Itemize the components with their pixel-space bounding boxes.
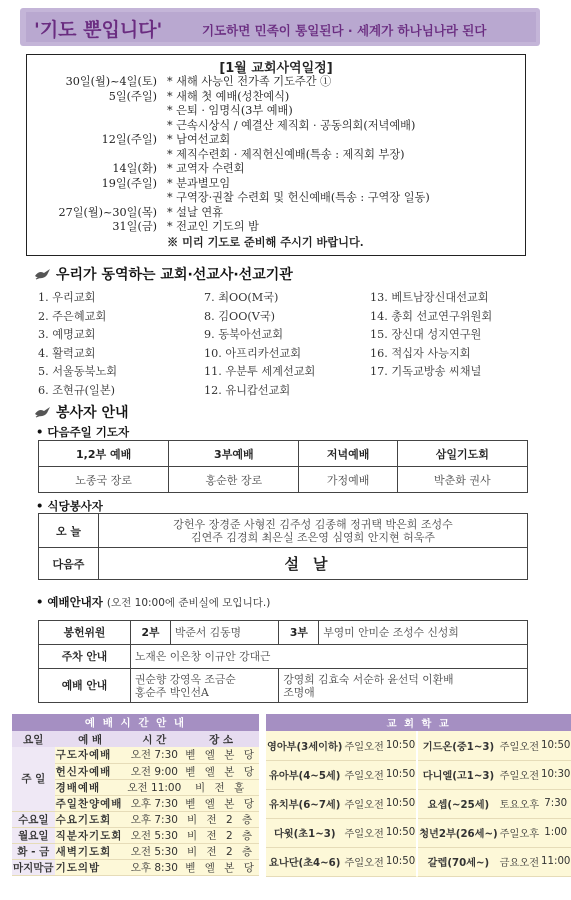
partner-item: 16. 적십자 사능지회 [370,346,471,360]
school-dept: 갈렙(70세~) [418,847,498,876]
worship-row [12,811,259,827]
partner-item: 1. 우리교회 [38,291,96,304]
worship-time: 오후 8:30 [126,859,184,875]
ushers-label-text: • 예배안내자 [36,595,103,609]
worship-col-header: 요일 [12,731,55,747]
schedule-row [27,206,525,220]
kitchen-table [38,513,528,580]
worship-place: 벧 엘 본 당 [183,747,259,763]
schedule-item: * 전교인 기도의 밤 [167,220,259,233]
worship-col-header: 시 간 [126,731,184,747]
prayer-header: 3부예배 [169,441,299,467]
school-row [266,760,571,789]
dove-icon [34,267,52,281]
school-day: 주일오전 [343,818,384,847]
school-day: 토요오후 [499,789,540,818]
schedule-item: * 새해 첫 예배(성찬예식) [167,89,290,103]
schedule-item: * 교역자 수련회 [167,162,245,175]
ushers-table [38,620,528,703]
schedule-row [27,119,525,133]
school-day: 주일오전 [343,760,384,789]
guide-names-b2: 조명애 [283,685,315,699]
partner-item: 10. 아프리카선교회 [204,346,301,360]
worship-time: 오전 9:00 [126,763,184,779]
worship-day: 수요일 [12,811,55,827]
school-time: 10:50 [385,818,416,847]
worship-place: 비 전 2 층 [183,827,259,843]
next-prayer-table [38,440,528,493]
worship-place: 벧 엘 본 당 [183,763,259,779]
school-row [266,818,571,847]
worship-service: 구도자예배 [55,747,126,763]
prayer-value: 노종국 장로 [39,467,169,493]
worship-time: 오전 5:30 [126,843,184,859]
worship-col-header: 예 배 [55,731,126,747]
school-dept: 기드온(중1~3) [418,731,498,760]
partner-item: 2. 주은혜교회 [38,309,107,323]
parking-names: 노재은 이은창 이규안 강대근 [131,645,528,669]
guide-label: 예배 안내 [39,669,131,703]
school-day: 주일오전 [343,731,384,760]
schedule-row [27,162,525,176]
guide-names-a2: 홍순주 박인선A [135,685,209,699]
worship-service: 수요기도회 [55,811,126,827]
kitchen-today-names [99,514,528,548]
guide-names-a [131,669,279,703]
guide-names-a1: 권순향 강영옥 조금순 [135,672,236,686]
schedule-item: * 구역장·권찰 수련회 및 헌신예배(특송 : 구역장 일동) [167,191,430,204]
worship-day: 마지막금 [12,859,55,875]
worship-time: 오전 7:30 [126,747,184,763]
worship-col-header: 장 소 [183,731,259,747]
guide-names-b1: 강영희 김효숙 서순하 윤선덕 이환배 [283,672,454,686]
worship-place: 비 전 2 층 [183,811,259,827]
partner-item: 11. 우분투 세계선교회 [204,365,316,378]
school-time: 1:00 [540,818,571,847]
worship-service: 헌신자예배 [55,763,126,779]
prayer-header: 저녁예배 [299,441,397,467]
partners-col-2 [204,289,315,400]
offering-2nd-names: 박준서 김동명 [171,621,279,645]
schedule-date: 14일(화) [112,162,157,175]
partner-item: 15. 장신대 성지연구원 [370,328,482,341]
schedule-date: 27일(월)~30일(목) [58,205,157,219]
school-time: 10:30 [540,760,571,789]
offering-2nd-label: 2부 [131,621,171,645]
ushers-label [36,594,270,610]
worship-service: 경배예배 [55,779,126,795]
partner-item: 4. 활력교회 [38,346,96,360]
school-dept: 다니엘(고1~3) [418,760,498,789]
schedule-item: * 근속시상식 / 예결산 제직회 · 공동의회(저녁예배) [167,118,416,132]
school-row [266,789,571,818]
partner-item: 9. 동북아선교회 [204,328,284,341]
school-dept: 다윗(초1~3) [266,818,343,847]
worship-place: 벧 엘 본 당 [183,795,259,811]
schedule-item: * 제직수련회 · 제직헌신예배(특송 : 제직회 부장) [167,147,405,161]
school-time: 7:30 [540,789,571,818]
schedule-date: 12일(주일) [101,133,157,146]
school-row [266,847,571,876]
partner-item: 13. 베트남장신대선교회 [370,291,489,304]
parking-label: 주차 안내 [39,645,131,669]
schedule-row [27,177,525,191]
kitchen-today-label: 오 늘 [39,514,99,548]
worship-time: 오후 7:30 [126,795,184,811]
schedule-row [27,90,525,104]
school-time: 10:50 [385,789,416,818]
partners-heading-label: 우리가 동역하는 교회·선교사·선교기관 [56,267,293,283]
school-dept: 유치부(6~7세) [266,789,343,818]
worship-day: 월요일 [12,827,55,843]
worship-times-table [12,714,259,876]
partner-item: 6. 조현규(일본) [38,383,115,397]
worship-service: 직분자기도회 [55,827,126,843]
schedule-row [27,104,525,118]
worship-row [12,827,259,843]
prayer-value: 박춘화 권사 [397,467,527,493]
school-dept: 유아부(4~5세) [266,760,343,789]
partners-col-3 [370,289,492,382]
church-school-table [266,714,571,877]
school-day: 주일오전 [499,760,540,789]
worship-day: 주 일 [12,747,55,811]
schedule-item: * 분과별모임 [167,176,231,190]
schedule-date: 19일(주일) [101,176,157,190]
school-day: 주일오전 [343,847,384,876]
school-dept: 영아부(3세이하) [266,731,343,760]
volunteers-heading [34,402,129,422]
schedule-date: 31일(금) [112,220,157,233]
schedule-item: ※ 미리 기도로 준비해 주시기 바랍니다. [167,234,364,249]
school-day: 주일오전 [499,731,540,760]
church-school-title: 교 회 학 교 [266,714,571,731]
worship-service: 주일찬양예배 [55,795,126,811]
kitchen-next-value: 설날 [99,548,528,580]
schedule-row [27,148,525,162]
worship-row [12,843,259,859]
worship-place: 비 전 2 층 [183,843,259,859]
school-dept: 요셉(~25세) [418,789,498,818]
schedule-row [27,235,525,249]
school-day: 주일오후 [499,818,540,847]
worship-row [12,859,259,875]
worship-service: 새벽기도회 [55,843,126,859]
school-day: 금요오전 [499,847,540,876]
schedule-row [27,133,525,147]
header-banner [20,8,540,46]
schedule-date: 5일(주일) [108,89,157,103]
school-row [266,731,571,760]
kitchen-next-label: 다음주 [39,548,99,580]
partner-item: 17. 기독교방송 씨채널 [370,365,482,378]
partner-item: 12. 유니캅선교회 [204,383,291,397]
church-schedule-box [26,54,526,256]
partners-col-1 [38,289,117,400]
worship-time: 오전 11:00 [126,779,184,795]
prayer-header: 삼일기도회 [397,441,527,467]
partners-heading [34,264,293,284]
schedule-item: * 새해 사능인 전가족 기도주간 ① [167,75,332,88]
partner-item: 14. 총회 선교연구위원회 [370,309,493,323]
offering-3rd-names: 부영미 안미순 조성수 신성희 [319,621,528,645]
schedule-item: * 은퇴 · 임명식(3부 예배) [167,104,293,117]
worship-row [12,747,259,763]
banner-title: '기도 뿐입니다' [34,19,163,41]
prayer-value: 가정예배 [299,467,397,493]
worship-time: 오전 5:30 [126,827,184,843]
school-time: 10:50 [385,847,416,876]
worship-times-title: 예 배 시 간 안 내 [12,714,259,731]
kitchen-today-line1: 강헌우 장경준 사형진 김주성 김종해 정귀택 박은희 조성수 [173,517,453,531]
kitchen-label: • 식당봉사자 [36,499,103,513]
worship-time: 오후 7:30 [126,811,184,827]
school-dept: 요나단(초4~6) [266,847,343,876]
offering-label: 봉헌위원 [39,621,131,645]
schedule-row [27,220,525,234]
worship-place: 벧 엘 본 당 [183,859,259,875]
schedule-date: 30일(월)~4일(토) [65,75,157,88]
ushers-note: (오전 10:00에 준비실에 모입니다.) [106,597,271,609]
banner-slogan: 기도하면 민족이 통일된다 · 세계가 하나님나라 된다 [202,23,487,38]
prayer-header: 1,2부 예배 [39,441,169,467]
schedule-item: * 설날 연휴 [167,205,223,219]
guide-names-b [279,669,528,703]
volunteers-heading-label: 봉사자 안내 [56,405,129,421]
schedule-row [27,191,525,205]
school-time: 10:50 [540,731,571,760]
school-time: 10:50 [385,731,416,760]
prayer-value: 홍순한 장로 [169,467,299,493]
kitchen-today-line2: 김연주 김경희 최은실 조은영 심영희 안지현 허욱주 [190,530,436,544]
dove-icon [34,405,52,419]
schedule-item: * 남여선교회 [167,133,231,146]
schedule-row [27,75,525,89]
school-dept: 청년2부(26세~) [418,818,498,847]
school-day: 주일오전 [343,789,384,818]
school-time: 11:00 [540,847,571,876]
partner-item: 7. 최OO(M국) [204,291,279,304]
partner-item: 8. 김OO(V국) [204,309,275,323]
partner-item: 5. 서울동북노회 [38,365,118,378]
worship-day: 화 - 금 [12,843,55,859]
schedule-title: [1월 교회사역일정] [219,61,333,76]
offering-3rd-label: 3부 [279,621,319,645]
school-time: 10:50 [385,760,416,789]
worship-service: 기도의밤 [55,859,126,875]
worship-place: 비 전 홀 [183,779,259,795]
next-prayer-label: • 다음주일 기도자 [36,425,130,439]
partner-item: 3. 예명교회 [38,328,96,341]
